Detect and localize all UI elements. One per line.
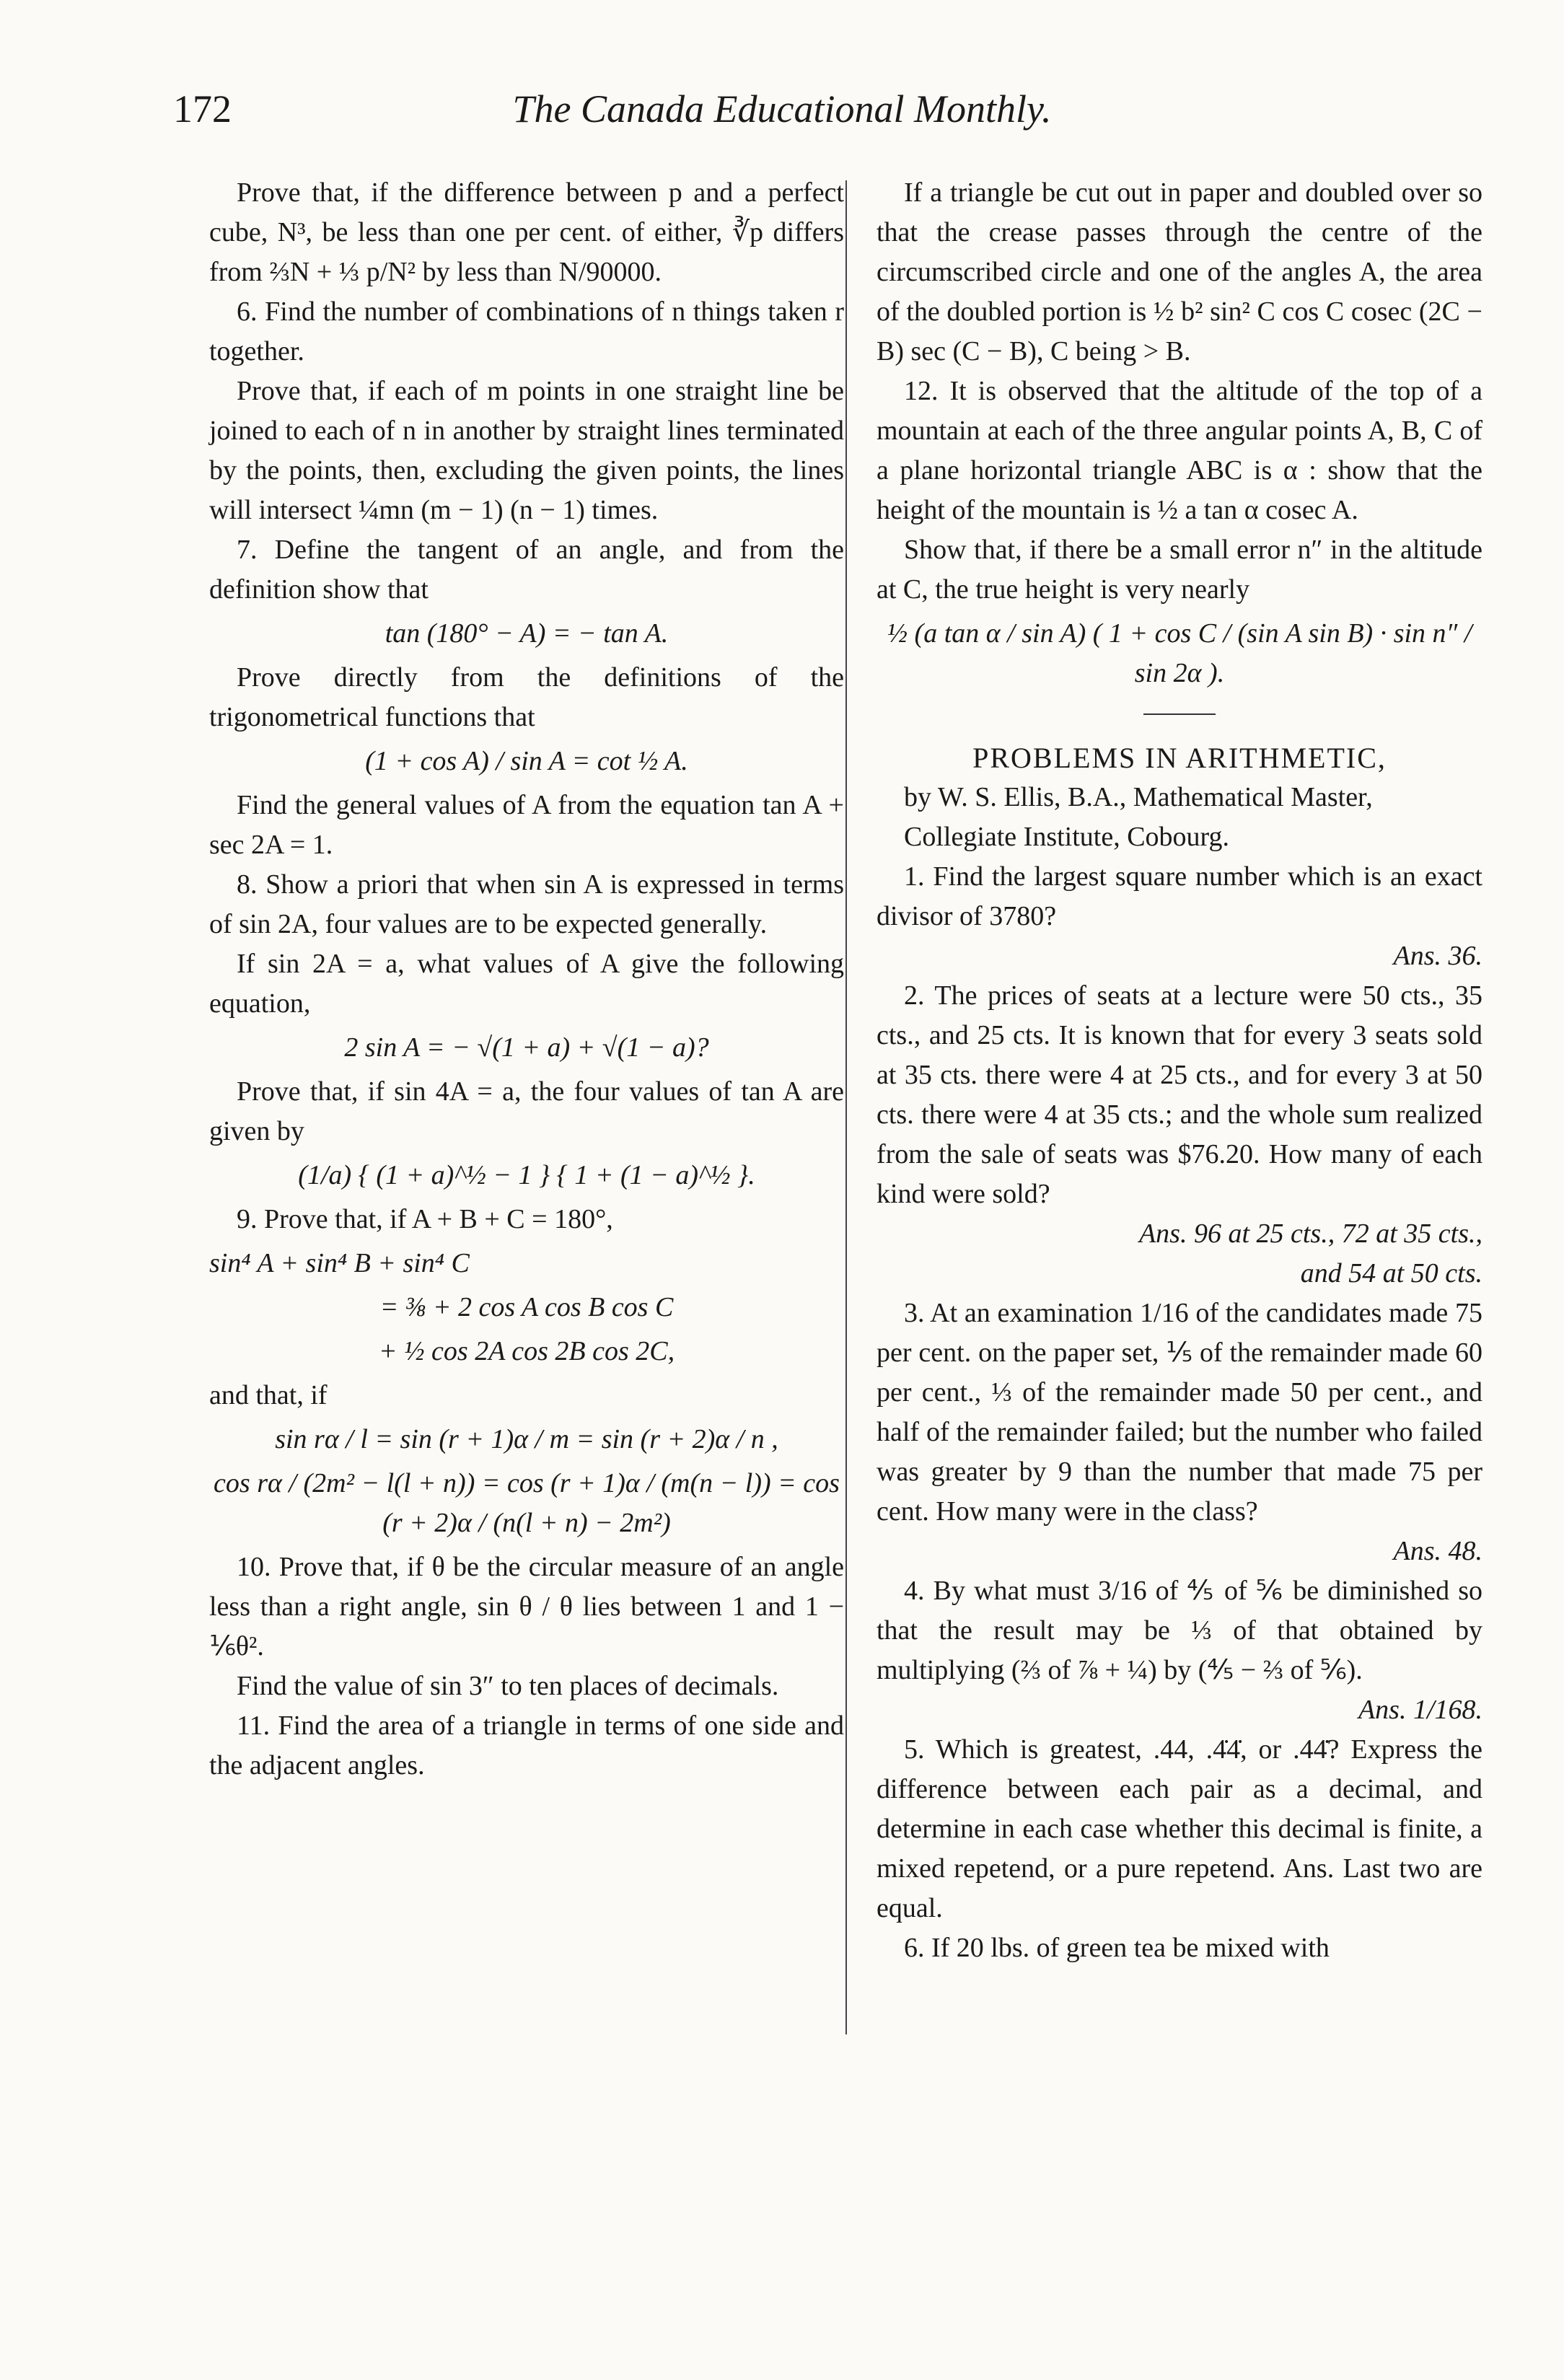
problem-2: 2. The prices of seats at a lecture were 50 cts., 35 cts., and 25 cts. It is known that for every 3 seats sold at 35 cts. there were 4 at 25 cts., and for every 3 at 50 cts. there were 4 at 35 cts.; and the whole sum realized from the sale of seats was $76.20. How many of each kind were sold? (877, 980, 1482, 1209)
equation: (1 + cos A) / sin A = cot ½ A. (365, 746, 688, 776)
equation: sin rα / l = sin (r + 1)α / m = sin (r + 2)α / n , (275, 1424, 778, 1454)
problem-1: 1. Find the largest square number which is an exact divisor of 3780? (877, 861, 1482, 931)
question-12: 12. It is observed that the altitude of the top of a mountain at each of the three angular points A, B, C of a plane horizontal triangle ABC is α : show that the height of the mountain is ½ a tan α cosec A. (877, 376, 1482, 525)
question-6: 6. Find the number of combinations of n things taken r together. (209, 297, 844, 366)
equation: (1/a) { (1 + a)^½ − 1 } { 1 + (1 − a)^½ }. (298, 1160, 755, 1190)
paragraph: and that, if (209, 1380, 328, 1410)
byline-institution: Collegiate Institute, Cobourg. (904, 822, 1230, 852)
answer: Ans. 1/168. (1358, 1695, 1482, 1725)
equation: tan (180° − A) = − tan A. (385, 618, 669, 649)
question-8: 8. Show a priori that when sin A is expressed in terms of sin 2A, four values are to be expected generally. (209, 869, 844, 939)
left-column (209, 173, 844, 1786)
right-column (877, 173, 1482, 1968)
equation: 2 sin A = − √(1 + a) + √(1 − a)? (344, 1032, 709, 1063)
question-11: 11. Find the area of a triangle in terms of one side and the adjacent angles. (209, 1711, 844, 1780)
running-title: The Canada Educational Monthly. (512, 87, 1052, 131)
answer: Ans. 36. (1393, 941, 1482, 971)
paragraph: Find the general values of A from the equation tan A + sec 2A = 1. (209, 790, 844, 860)
equation: = ⅜ + 2 cos A cos B cos C (379, 1292, 674, 1322)
equation: sin⁴ A + sin⁴ B + sin⁴ C (209, 1248, 470, 1278)
problem-3: 3. At an examination 1/16 of the candidates made 75 per cent. on the paper set, ⅕ of the remainder made 60 per cent., ⅓ of the remainder made 50 per cent., and half of the remainder failed; but the number who failed was greater by 9 than the number that made 75 per cent. How many were in the class? (877, 1298, 1482, 1527)
column-divider (845, 180, 847, 2034)
page-number: 172 (173, 87, 232, 131)
question-10: 10. Prove that, if θ be the circular measure of an angle less than a right angle, sin θ / θ lies between 1 and 1 − ⅙θ². (209, 1552, 844, 1661)
section-divider (1143, 713, 1216, 715)
byline: by W. S. Ellis, B.A., Mathematical Master, (904, 782, 1373, 812)
equation: ½ (a tan α / sin A) ( 1 + cos C / (sin A sin B) · sin n″ / sin 2α ). (887, 618, 1472, 688)
equation: cos rα / (2m² − l(l + n)) = cos (r + 1)α / (m(n − l)) = cos (r + 2)α / (n(l + n) − 2m²) (214, 1468, 840, 1538)
problem-4: 4. By what must 3/16 of ⅘ of ⅚ be diminished so that the result may be ⅓ of that obtained by multiplying (⅔ of ⅞ + ¼) by (⅘ − ⅔ of ⅚). (877, 1576, 1482, 1685)
paragraph: If sin 2A = a, what values of A give the following equation, (209, 949, 844, 1019)
answer: Ans. 48. (1393, 1536, 1482, 1566)
problem-5: 5. Which is greatest, .44, .4̇4̇, or .44̇? Express the difference between each pair as a decimal, and determine in each case whether this decimal is finite, a mixed repetend, or a pure repetend. Ans. Last two are equal. (877, 1734, 1482, 1923)
equation: + ½ cos 2A cos 2B cos 2C, (378, 1336, 675, 1366)
question-7: 7. Define the tangent of an angle, and from the definition show that (209, 535, 844, 605)
paragraph: Prove that, if each of m points in one straight line be joined to each of n in another by straight lines terminated by the points, then, excluding the given points, the lines will intersect ¼mn (m − 1) (n − 1) times. (209, 376, 844, 525)
paragraph: Prove that, if sin 4A = a, the four values of tan A are given by (209, 1076, 844, 1146)
answer: Ans. 96 at 25 cts., 72 at 35 cts., (1138, 1218, 1482, 1249)
section-title: PROBLEMS IN ARITHMETIC, (972, 742, 1387, 774)
answer: and 54 at 50 cts. (1300, 1258, 1482, 1288)
paragraph: Prove directly from the definitions of the trigonometrical functions that (209, 662, 844, 732)
paragraph: Find the value of sin 3″ to ten places of decimals. (237, 1671, 779, 1701)
problem-6: 6. If 20 lbs. of green tea be mixed with (904, 1933, 1330, 1963)
question-9: 9. Prove that, if A + B + C = 180°, (237, 1204, 613, 1234)
paragraph: Show that, if there be a small error n″ in the altitude at C, the true height is very nearly (877, 535, 1482, 605)
page-header (0, 87, 1564, 144)
paragraph: Prove that, if the difference between p and a perfect cube, N³, be less than one per cent. of either, ∛p differs from ⅔N + ⅓ p/N² by less than N/90000. (209, 177, 844, 287)
paragraph: If a triangle be cut out in paper and doubled over so that the crease passes through the centre of the circumscribed circle and one of the angles A, the area of the doubled portion is ½ b² sin² C cos C cosec (2C − B) sec (C − B), C being > B. (877, 177, 1482, 366)
